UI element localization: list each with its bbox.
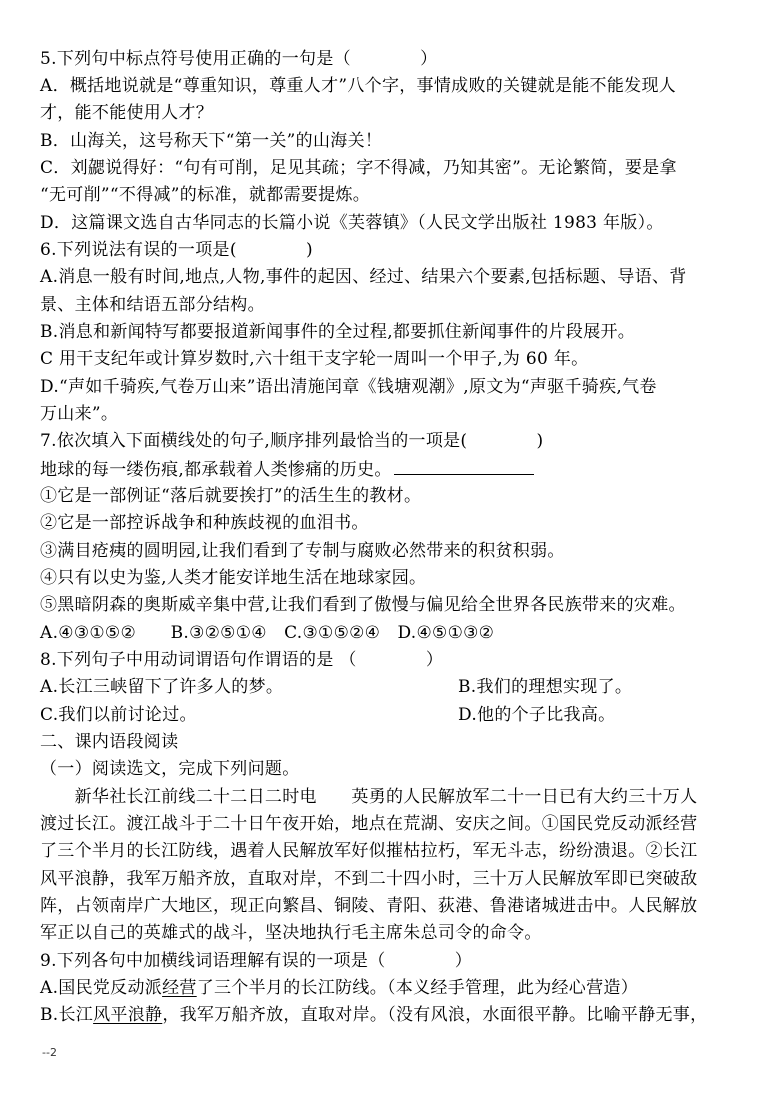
- q7-stem: 7.依次填入下面横线处的句子,顺序排列最恰当的一项是( ): [40, 431, 544, 451]
- part-heading: （一）阅读选文，完成下列问题。: [40, 759, 300, 779]
- page-number: --2: [42, 1046, 57, 1059]
- q8-stem: 8.下列句子中用动词谓语句作谓语的是 （ ）: [40, 650, 444, 670]
- q6-option-a: A.消息一般有时间,地点,人物,事件的起因、经过、结果六个要素,包括标题、导语、背: [40, 267, 687, 287]
- q5-option-c-cont: “无可削”“不得减”的标准，就都需要提炼。: [40, 185, 371, 205]
- q6-option-d-cont: 万山来”。: [40, 404, 119, 424]
- q5-option-a: A．概括地说就是“尊重知识，尊重人才”八个字，事情成败的关键就是能不能发现人: [40, 76, 677, 96]
- passage-line-5: 阵，占领南岸广大地区，现正向繁昌、铜陵、青阳、荻港、鲁港诸城进击中。人民解放: [40, 896, 698, 916]
- q8-option-a: A.长江三峡留下了许多人的梦。: [40, 677, 284, 697]
- q5-stem: 5.下列句中标点符号使用正确的一句是（ ）: [40, 49, 438, 69]
- q9-a-prefix: A.国民党反动派: [40, 978, 163, 998]
- q7-lead-text: 地球的每一缕伤痕,都承载着人类惨痛的历史。: [40, 460, 392, 480]
- q9-option-a: [40, 975, 638, 1001]
- q9-b-suffix: ，我军万船齐放，直取对岸。（没有风浪，水面很平静。比喻平静无事，: [162, 1005, 708, 1025]
- q6-option-a-cont: 景、主体和结语五部分结构。: [40, 295, 265, 315]
- q7-sentence-4: ④只有以史为鉴,人类才能安详地生活在地球家园。: [40, 568, 427, 588]
- q8-row-2: [40, 702, 616, 728]
- passage-line-3: 了三个半月的长江防线，遇着人民解放军好似摧枯拉朽，军无斗志，纷纷溃退。②长江: [40, 841, 698, 861]
- q9-stem: 9.下列各句中加横线词语理解有误的一项是（ ）: [40, 951, 473, 971]
- q7-sentence-5: ⑤黑暗阴森的奥斯威辛集中营,让我们看到了傲慢与偏见给全世界各民族带来的灾难。: [40, 595, 686, 615]
- q9-a-underlined-word: 经营: [162, 978, 197, 998]
- q9-b-prefix: B.长江: [40, 1005, 94, 1025]
- passage-line-6: 军正以自己的英雄式的战斗，坚决地执行毛主席朱总司令的命令。: [40, 923, 542, 943]
- q7-sentence-1: ①它是一部例证“落后就要挨打”的活生生的教材。: [40, 486, 422, 506]
- section-heading: 二、课内语段阅读: [40, 732, 179, 752]
- q7-sentence-2: ②它是一部控诉战争和种族歧视的血泪书。: [40, 513, 369, 533]
- q8-option-c: C.我们以前讨论过。: [40, 705, 197, 725]
- q6-stem: 6.下列说法有误的一项是( ): [40, 240, 313, 260]
- q8-row-1: [40, 674, 633, 700]
- passage-line-4: 风平浪静，我军万船齐放，直取对岸，不到二十四小时，三十万人民解放军即已突破敌: [40, 869, 698, 889]
- q5-option-a-cont: 才，能不能使用人才？: [40, 103, 213, 123]
- q7-lead: [40, 456, 534, 483]
- q7-options: A.④③①⑤② B.③②⑤①④ C.③①⑤②④ D.④⑤①③②: [40, 623, 495, 643]
- passage-line-1: 新华社长江前线二十二日二时电 英勇的人民解放军二十一日已有大约三十万人: [40, 787, 698, 807]
- answer-blank[interactable]: [394, 456, 534, 475]
- q6-option-c: C 用干支纪年或计算岁数时,六十组干支字轮一周叫一个甲子,为 60 年。: [40, 349, 589, 369]
- passage-line-2: 渡过长江。渡江战斗于二十日午夜开始，地点在荒湖、安庆之间。①国民党反动派经营: [40, 814, 698, 834]
- q5-option-d: D．这篇课文选自古华同志的长篇小说《芙蓉镇》（人民文学出版社 1983 年版）。: [40, 213, 664, 233]
- q9-option-b: [40, 1002, 707, 1028]
- q5-option-b: B．山海关，这号称天下“第一关”的山海关！: [40, 131, 383, 151]
- q9-a-suffix: 了三个半月的长江防线。（本义经手管理，此为经心营造）: [196, 978, 639, 998]
- q7-sentence-3: ③满目疮痍的圆明园,让我们看到了专制与腐败必然带来的积贫积弱。: [40, 541, 565, 561]
- q5-option-c: C．刘勰说得好：“句有可削，足见其疏；字不得减，乃知其密”。无论繁简，要是拿: [40, 158, 677, 178]
- q8-option-d: D.他的个子比我高。: [458, 705, 616, 725]
- q9-b-underlined-word: 风平浪静: [93, 1005, 163, 1025]
- q8-option-b: B.我们的理想实现了。: [458, 677, 633, 697]
- q6-option-b: B.消息和新闻特写都要报道新闻事件的全过程,都要抓住新闻事件的片段展开。: [40, 322, 636, 342]
- q6-option-d: D.“声如千骑疾,气卷万山来”语出清施闰章《钱塘观潮》,原文为“声驱千骑疾,气卷: [40, 377, 657, 397]
